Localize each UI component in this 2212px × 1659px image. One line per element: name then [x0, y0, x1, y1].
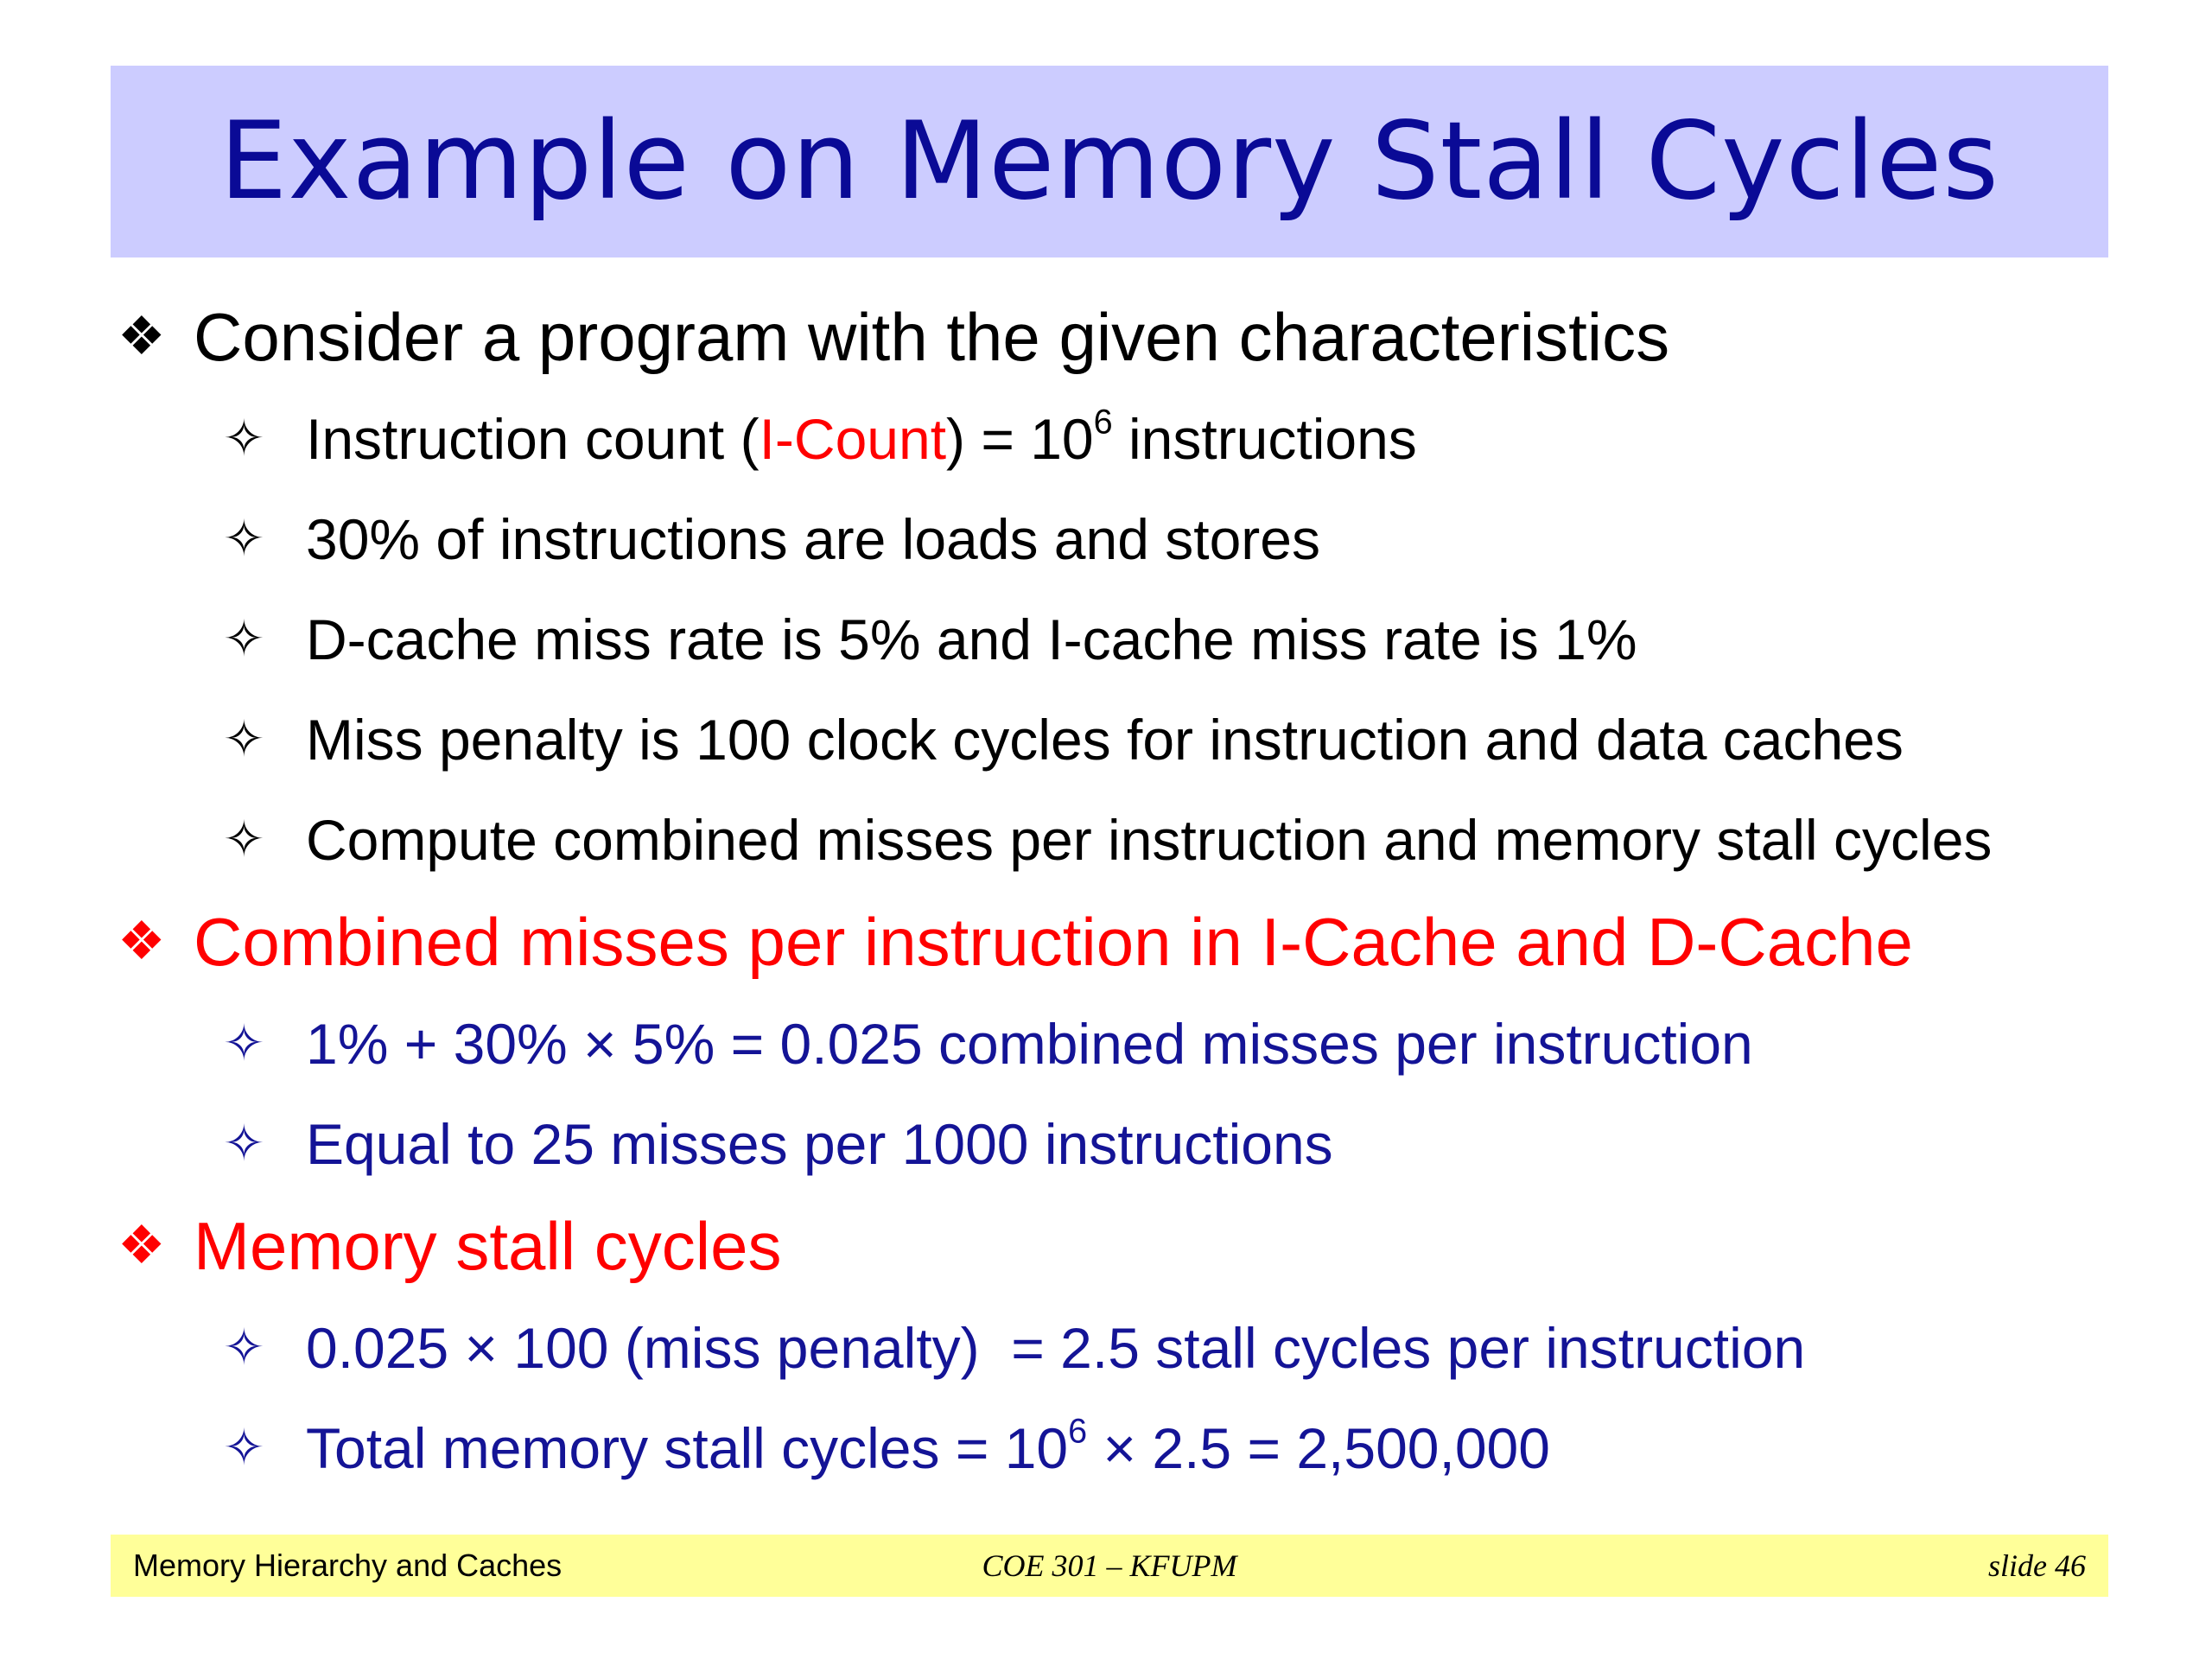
star-bullet-icon: ✧ [223, 711, 265, 767]
diamond-bullet-icon: ❖ [118, 307, 166, 366]
star-bullet-icon: ✧ [223, 1420, 265, 1476]
bullet-heading-2 [111, 890, 2133, 994]
exponent: 6 [1068, 1412, 1088, 1451]
sub-text: D-cache miss rate is 5% and I-cache miss rate is 1% [306, 607, 1637, 671]
star-bullet-icon: ✧ [223, 611, 265, 667]
sub-text: 30% of instructions are loads and stores [306, 507, 1320, 571]
sub-bullet-3-1 [111, 1298, 2133, 1398]
sub-bullet-2-1 [111, 994, 2133, 1094]
slide-title: Example on Memory Stall Cycles [219, 99, 2000, 224]
heading-text: Combined misses per instruction in I-Cache and D-Cache [194, 904, 1913, 980]
sub-bullet-2-2 [111, 1094, 2133, 1194]
star-bullet-icon: ✧ [223, 410, 265, 467]
star-bullet-icon: ✧ [223, 511, 265, 567]
diamond-bullet-icon: ❖ [118, 1216, 166, 1275]
star-bullet-icon: ✧ [223, 1116, 265, 1172]
slide-body [111, 285, 2133, 1498]
sub-text-tail: instructions [1112, 407, 1417, 471]
sub-text-post: × 2.5 = 2,500,000 [1087, 1416, 1550, 1480]
sub-text: Miss penalty is 100 clock cycles for instruction and data caches [306, 708, 1904, 772]
bullet-heading-3 [111, 1194, 2133, 1298]
sub-text-pre: Total memory stall cycles = 10 [306, 1416, 1069, 1480]
star-bullet-icon: ✧ [223, 811, 265, 868]
exponent: 6 [1093, 403, 1113, 442]
sub-text-pre: Instruction count ( [306, 407, 760, 471]
bullet-heading-1 [111, 285, 2133, 389]
footer-course: COE 301 – KFUPM [982, 1548, 1237, 1583]
sub-text: Equal to 25 misses per 1000 instructions [306, 1112, 1333, 1176]
sub-bullet-1-1 [111, 389, 2133, 489]
slide-footer [111, 1535, 2108, 1597]
sub-text: 1% + 30% × 5% = 0.025 combined misses per instruction [306, 1012, 1753, 1076]
star-bullet-icon: ✧ [223, 1319, 265, 1376]
sub-text: Compute combined misses per instruction and memory stall cycles [306, 808, 1993, 872]
sub-bullet-1-5 [111, 790, 2133, 890]
sub-text-post: ) = 10 [946, 407, 1094, 471]
diamond-bullet-icon: ❖ [118, 912, 166, 971]
footer-slide-number: slide 46 [1988, 1548, 2086, 1583]
sub-bullet-1-4 [111, 690, 2133, 790]
star-bullet-icon: ✧ [223, 1015, 265, 1071]
i-count-term: I-Count [759, 407, 947, 471]
sub-bullet-1-2 [111, 489, 2133, 589]
title-bar [111, 66, 2108, 257]
sub-text: 0.025 × 100 (miss penalty) = 2.5 stall cycles per instruction [306, 1316, 1806, 1380]
sub-bullet-1-3 [111, 589, 2133, 690]
sub-bullet-3-2 [111, 1398, 2133, 1498]
heading-text: Memory stall cycles [194, 1208, 782, 1284]
footer-topic: Memory Hierarchy and Caches [133, 1548, 563, 1583]
heading-text: Consider a program with the given characteristics [194, 299, 1670, 375]
